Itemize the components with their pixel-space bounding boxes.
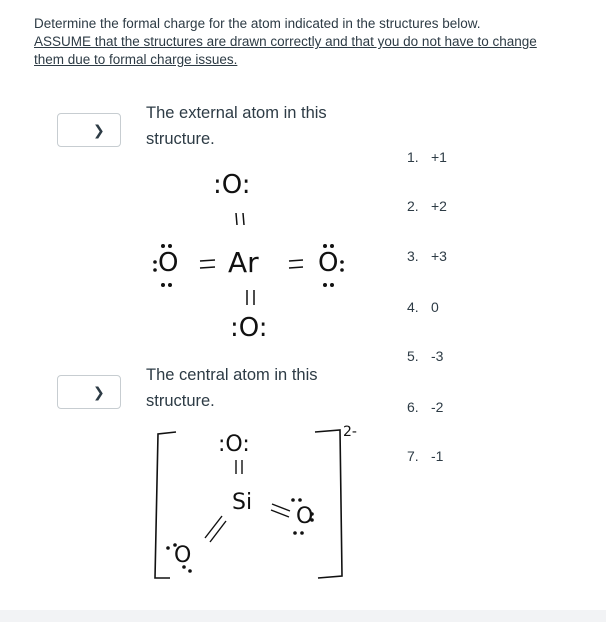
prompt-2-line-1: The central atom in this <box>146 366 318 384</box>
answer-option: 6. -2 <box>407 399 444 415</box>
structure-1-top-oxygen: :O: <box>213 170 251 200</box>
structure-2-charge: 2- <box>343 424 357 440</box>
prompt-2-line-2: structure. <box>146 392 215 410</box>
structure-1-left-oxygen: O <box>158 248 179 278</box>
answer-option: 7. -1 <box>407 448 444 464</box>
structure-1-right-oxygen: O <box>318 248 339 278</box>
instruction-line-1: Determine the formal charge for the atom indicated in the structures below. <box>34 16 481 31</box>
structure-2-top-oxygen: :O: <box>218 432 250 457</box>
answer-option: 3. +3 <box>407 248 447 264</box>
structure-1-center-atom: Ar <box>228 246 259 279</box>
chevron-right-icon: ❯ <box>93 122 105 138</box>
instruction-line-3: them due to formal charge issues. <box>34 52 238 67</box>
page-footer-bar <box>0 610 606 622</box>
prompt-1-line-1: The external atom in this <box>146 104 327 122</box>
structure-2-center-atom: Si <box>232 490 253 515</box>
answer-option: 1. +1 <box>407 149 447 165</box>
answer-option: 2. +2 <box>407 198 447 214</box>
chevron-right-icon: ❯ <box>93 384 105 400</box>
structure-2-right-oxygen: O <box>296 504 314 529</box>
instruction-line-2: ASSUME that the structures are drawn correctly and that you do not have to change <box>34 34 537 49</box>
structure-1-bottom-oxygen: :O: <box>230 313 268 343</box>
answer-option: 5. -3 <box>407 348 444 364</box>
prompt-1-line-2: structure. <box>146 130 215 148</box>
answer-option: 4. 0 <box>407 299 439 315</box>
structure-2-left-oxygen: O <box>174 543 192 568</box>
